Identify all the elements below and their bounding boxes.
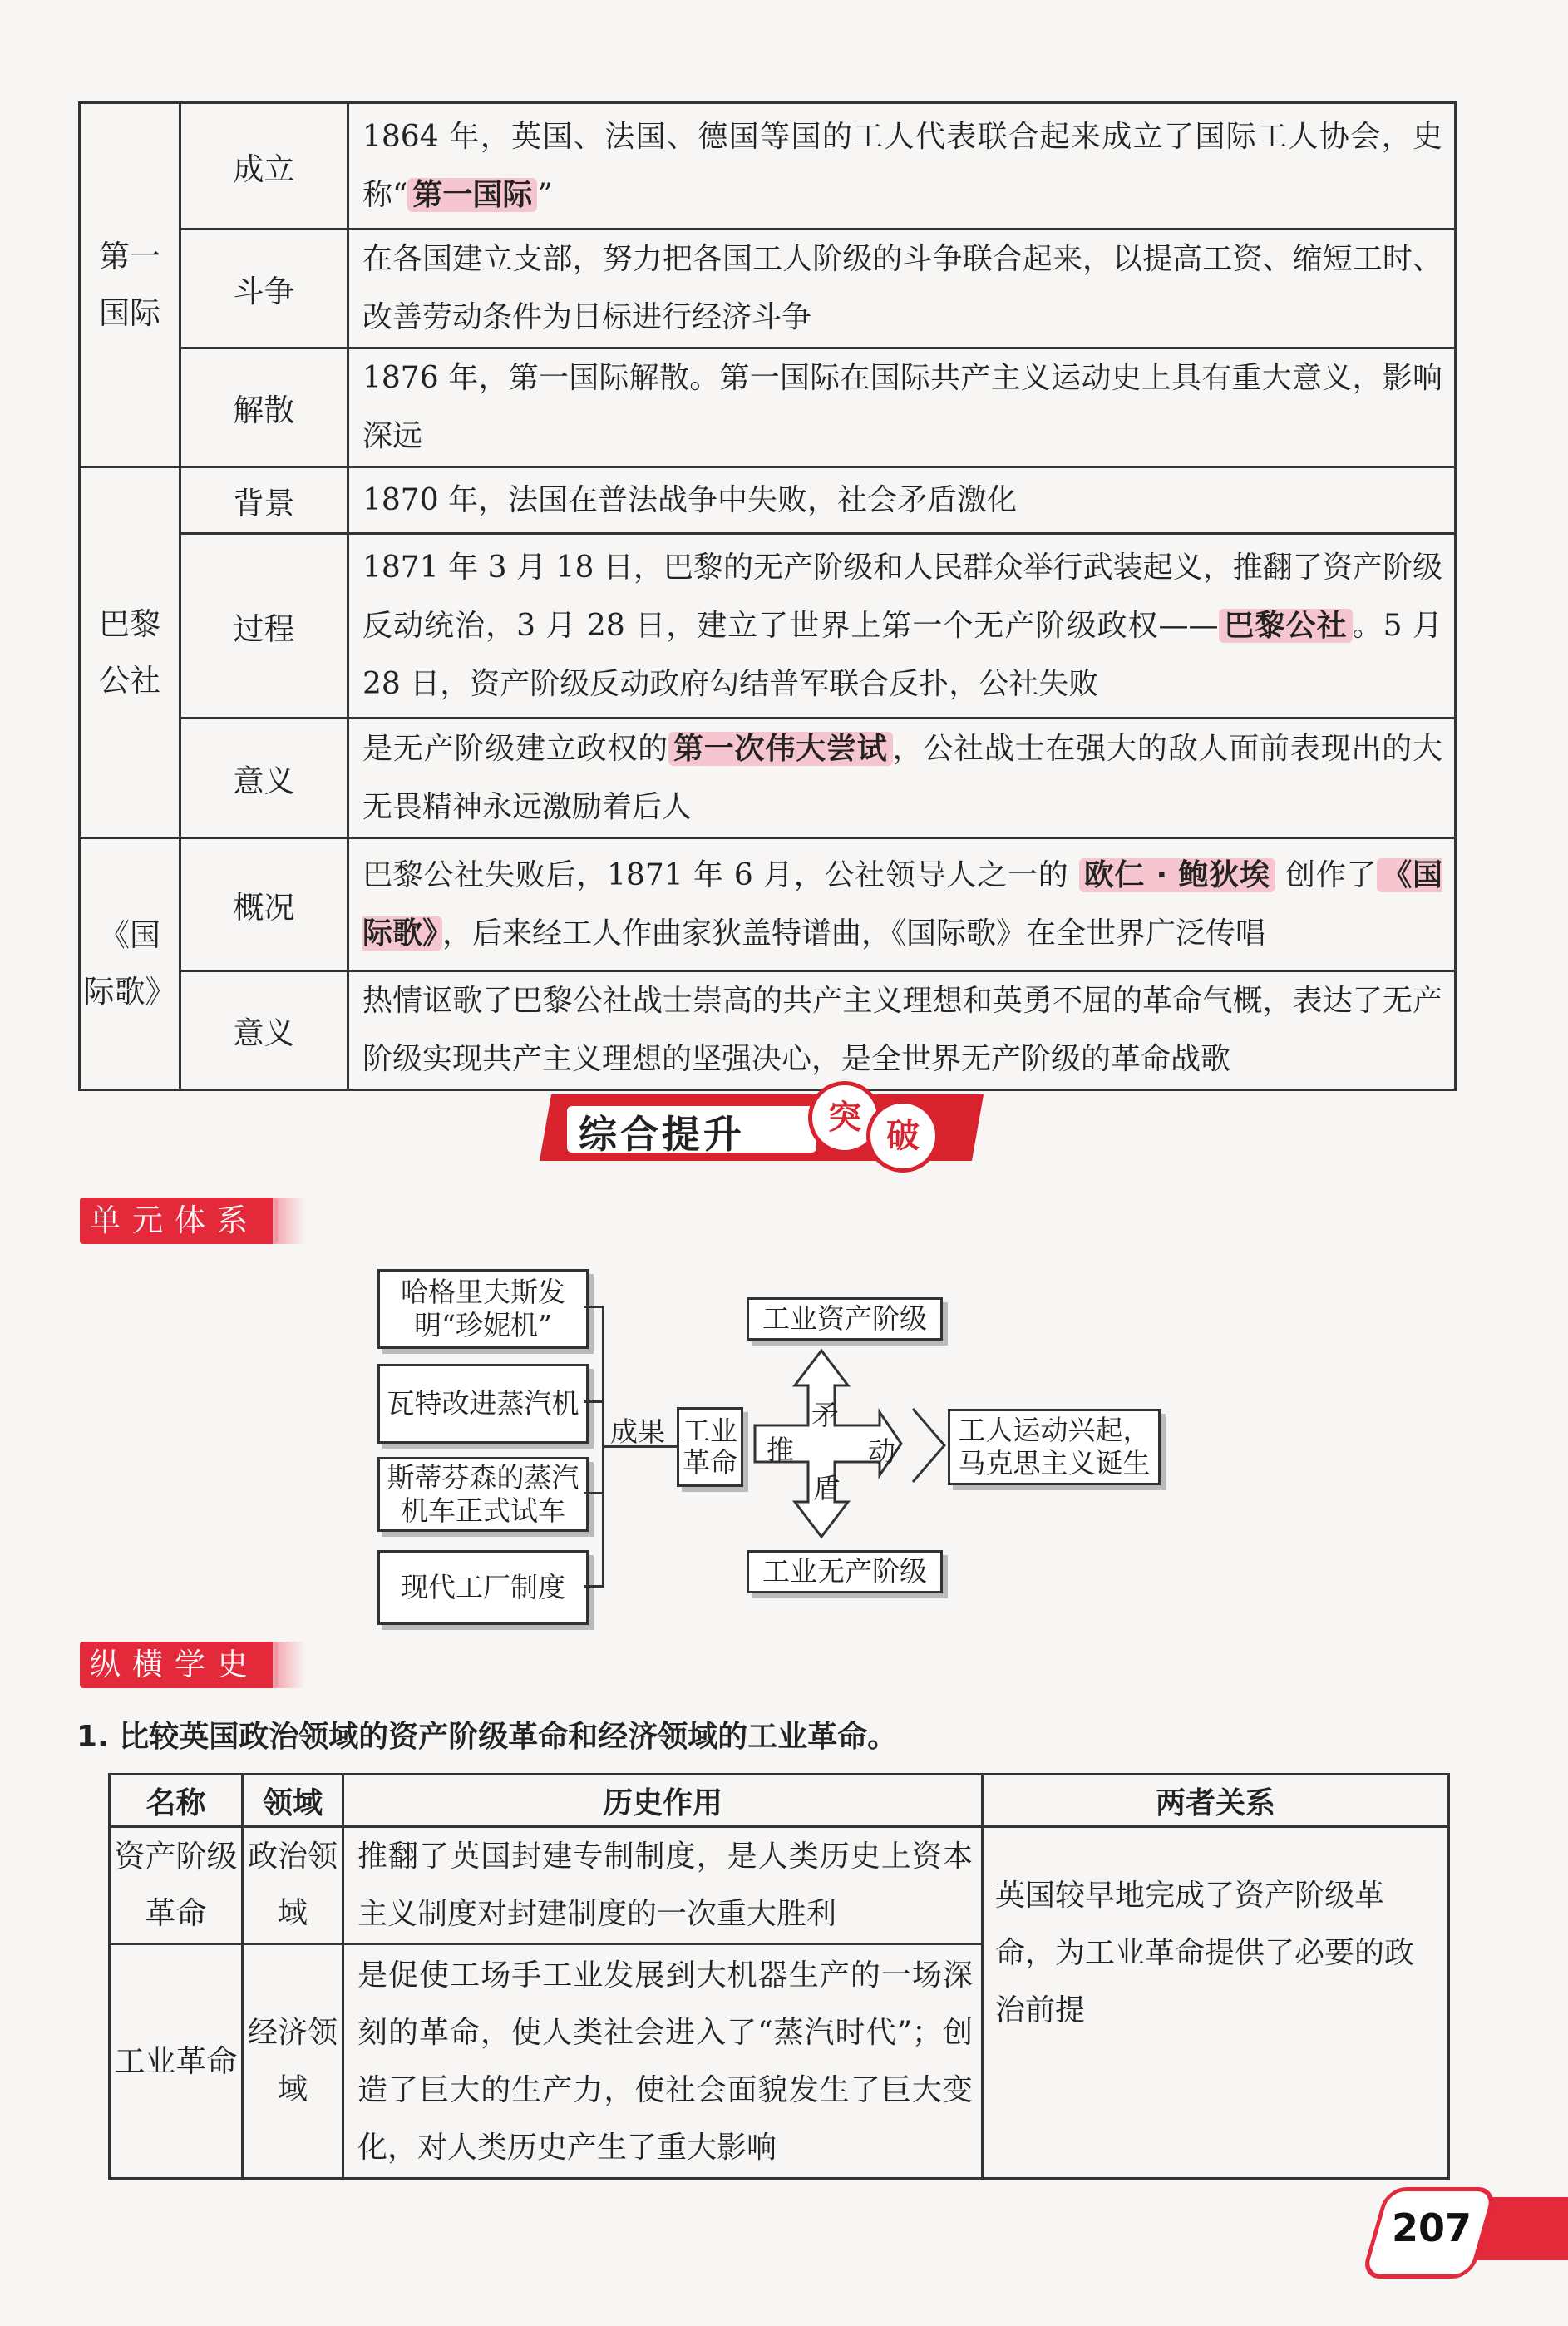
- row-text: 1876 年，第一国际解散。第一国际在国际共产主义运动史上具有重大意义，影响深远: [348, 348, 1456, 467]
- page-number: 207: [1392, 2205, 1472, 2250]
- text-part: ”: [537, 177, 553, 212]
- column-header: 历史作用: [343, 1775, 983, 1827]
- question-heading: 1. 比较英国政治领域的资产阶级革命和经济领域的工业革命。: [76, 1720, 898, 1754]
- connector-line: [584, 1306, 604, 1308]
- category-line: 国际: [99, 294, 160, 331]
- category-cell: [80, 103, 180, 467]
- table-row: [80, 719, 1456, 838]
- history-label: 纵横学史: [80, 1642, 278, 1688]
- knowledge-table: [78, 101, 1457, 1091]
- comparison-table: [108, 1773, 1450, 2180]
- result-label: 成果: [610, 1415, 665, 1448]
- bourgeoisie-box: 工业资产阶级: [747, 1297, 943, 1341]
- effect-cell: 是促使工场手工业发展到大机器生产的一场深刻的革命，使人类社会进入了“蒸汽时代”；创造了巨大的生产力，使社会面貌发生了巨大变化，对人类历史产生了重大影响: [343, 1944, 983, 2179]
- row-text: [348, 103, 1456, 230]
- invention-box: 现代工厂制度: [377, 1550, 589, 1625]
- table-row: [80, 103, 1456, 230]
- invention-box: 哈格里夫斯发明“珍妮机”: [377, 1269, 589, 1349]
- relation-text: 英国较早地完成了资产阶级革命，为工业革命提供了必要的政治前提: [995, 1878, 1415, 2027]
- row-text: [348, 719, 1456, 838]
- page-number-badge: [1373, 2187, 1568, 2270]
- row-label: 意义: [180, 971, 348, 1090]
- row-label: 概况: [180, 838, 348, 971]
- text-part: 是无产阶级建立政权的: [362, 731, 668, 766]
- row-text: 在各国建立支部，努力把各国工人阶级的斗争联合起来，以提高工资、缩短工时、改善劳动条件为目标进行经济斗争: [348, 230, 1456, 348]
- category-line: 巴黎: [99, 605, 160, 642]
- arrow-label-right: 动: [868, 1435, 895, 1468]
- row-label: 斗争: [180, 230, 348, 348]
- column-header: 名称: [110, 1775, 243, 1827]
- table-row: [80, 230, 1456, 348]
- table-row: [80, 467, 1456, 534]
- banner-badge: 突: [808, 1081, 881, 1154]
- category-line: 公社: [99, 662, 160, 699]
- row-label: 解散: [180, 348, 348, 467]
- table-row: [80, 838, 1456, 971]
- text-part: 创作了: [1275, 857, 1378, 892]
- category-cell: [80, 838, 180, 1090]
- arrow-label-left: 推: [767, 1434, 794, 1466]
- invention-box: 瓦特改进蒸汽机: [377, 1364, 589, 1444]
- invention-box: 斯蒂芬森的蒸汽机车正式试车: [377, 1457, 589, 1532]
- row-text: 热情讴歌了巴黎公社战士崇高的共产主义理想和英勇不屈的革命气概，表达了无产阶级实现共产主义理想的坚强决心，是全世界无产阶级的革命战歌: [348, 971, 1456, 1090]
- highlight-term: 巴黎公社: [1219, 609, 1353, 643]
- outcome-box: 工人运动兴起，马克思主义诞生: [948, 1409, 1161, 1485]
- category-line: 《国: [99, 917, 160, 953]
- arrow-head-line: [913, 1409, 944, 1482]
- arrow-head-right: [908, 1405, 949, 1485]
- category-cell: [80, 467, 180, 838]
- arrow-label-down: 盾: [813, 1472, 841, 1504]
- column-header: 领域: [243, 1775, 343, 1827]
- highlight-term: 欧仁 · 鲍狄埃: [1079, 858, 1275, 892]
- category-line: 际歌》: [83, 974, 176, 1010]
- table-row: [80, 971, 1456, 1090]
- name-cell: 资产阶级革命: [110, 1827, 243, 1944]
- text-part: 1871 年 3 月 18 日，巴黎的无产阶级和人民群众举行武装起义，推翻了资产阶级反动统治，3 月 28 日，建立了世界上第一个无产阶级政权——: [362, 550, 1442, 643]
- connector-line: [584, 1492, 604, 1494]
- unit-system-label: 单元体系: [80, 1198, 278, 1244]
- text-part: 1864 年，英国、法国、德国等国的工人代表联合起来成立了国际工人协会，史称“: [362, 119, 1442, 212]
- banner-title: 综合提升: [579, 1112, 745, 1157]
- arrow-label-up: 矛: [811, 1399, 839, 1431]
- category-line: 第一: [99, 238, 160, 274]
- row-label: 过程: [180, 534, 348, 719]
- text-part: ，后来经工人作曲家狄盖特谱曲，《国际歌》在全世界广泛传唱: [442, 916, 1266, 951]
- table-row: [110, 1827, 1449, 1944]
- column-header: 两者关系: [983, 1775, 1449, 1827]
- section-banner: [545, 1081, 978, 1174]
- highlight-term: 第一次伟大尝试: [668, 732, 893, 766]
- text-part: 巴黎公社失败后，1871 年 6 月，公社领导人之一的: [362, 857, 1079, 892]
- table-row: [80, 534, 1456, 719]
- field-cell: 经济领域: [243, 1944, 343, 2179]
- field-cell: 政治领域: [243, 1827, 343, 1944]
- row-label: 成立: [180, 103, 348, 230]
- table-row: [80, 348, 1456, 467]
- effect-cell: 推翻了英国封建专制制度，是人类历史上资本主义制度对封建制度的一次重大胜利: [343, 1827, 983, 1944]
- relation-cell: [983, 1827, 1449, 2179]
- name-cell: 工业革命: [110, 1944, 243, 2179]
- proletariat-box: 工业无产阶级: [747, 1550, 943, 1593]
- row-label: 意义: [180, 719, 348, 838]
- row-text: [348, 838, 1456, 971]
- banner-badge: 破: [866, 1099, 939, 1173]
- row-text: [348, 534, 1456, 719]
- row-label: 背景: [180, 467, 348, 534]
- highlight-term: 第一国际: [407, 178, 537, 212]
- table-header-row: [110, 1775, 1449, 1827]
- industrial-revolution-box: 工业革命: [677, 1407, 743, 1487]
- connector-line: [584, 1585, 604, 1588]
- text-part: 。5 月28 日，资产阶级反动政府勾结普军联合反扑，公社失败: [362, 608, 1442, 701]
- row-text: 1870 年，法国在普法战争中失败，社会矛盾激化: [348, 467, 1456, 534]
- text-part: ，公社战士在强大的敌人面前表现出的大无畏精神永远激励着后人: [362, 731, 1442, 824]
- highlight-term: 《国际歌》: [362, 857, 1442, 951]
- connector-line: [584, 1400, 604, 1403]
